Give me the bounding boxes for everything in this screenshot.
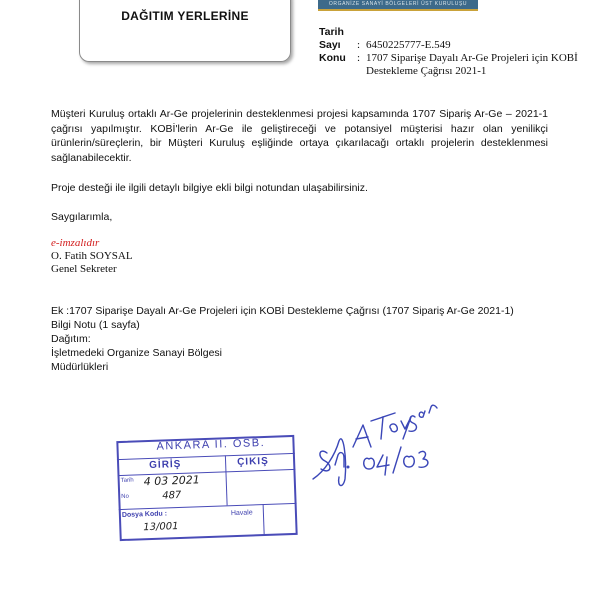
meta-separator: : (357, 39, 361, 51)
meta-label-number: Sayı (319, 39, 341, 51)
stamp-file-label: Dosya Kodu : (121, 510, 168, 519)
registry-stamp (116, 435, 297, 541)
body-paragraph-2: Proje desteği ile ilgili detaylı bilgiye ekli bilgi notundan ulaşabilirsiniz. (51, 182, 368, 194)
handwritten-note-ink (305, 395, 445, 495)
esign-label: e-imzalıdır (51, 237, 100, 249)
handwritten-note (305, 395, 445, 500)
meta-row-number (319, 39, 586, 52)
document-meta (319, 26, 586, 78)
meta-label-date: Tarih (319, 26, 344, 38)
meta-value-date (366, 26, 586, 39)
stamp-number-value: 487 (162, 489, 182, 502)
annex-line-info-note: Bilgi Notu (1 sayfa) (51, 319, 140, 331)
stamp-file-value: 13/001 (143, 521, 179, 534)
annex-block (51, 304, 514, 374)
annex-line-attachment: Ek :1707 Siparişe Dayalı Ar-Ge Projeleri için KOBİ Destekleme Çağrısı (1707 Sipariş Ar-Ge 2021-1) (51, 305, 514, 317)
recipient-box (79, 0, 291, 62)
stamp-date-value: 4 03 2021 (143, 473, 200, 489)
stamp-date-label: Tarih (120, 477, 134, 485)
meta-value-subject: 1707 Siparişe Dayalı Ar-Ge Projeleri için KOBİ Destekleme Çağrısı 2021-1 (366, 52, 578, 77)
meta-value-number: 6450225777-E.549 (366, 39, 451, 51)
stamp-org: ANKARA II. OSB. (156, 436, 266, 453)
body-paragraph-1: Müşteri Kuruluş ortaklı Ar-Ge projelerinin desteklenmesi projesi kapsamında 1707 Sipariş Ar-Ge – 2021-1 çağrısı yapılmıştır. KOBİ'lerin Ar-Ge ile geliştireceği ve potansiyel müşterisi hazır olan yenilikçi ürünlerin/süreçlerin, bir Müşteri Kuruluş eşliğinde ortaya çıkarılacağı ortaklı projelerin desteklenmesi sağlanabilecektir. (51, 108, 548, 164)
meta-row-date (319, 26, 586, 39)
recipient-title: DAĞITIM YERLERİNE (121, 9, 249, 23)
logo-text: ORGANİZE SANAYİ BÖLGELERİ ÜST KURULUŞU (328, 1, 468, 7)
annex-line-distribution: Dağıtım: (51, 333, 91, 345)
organization-logo-band (318, 0, 478, 11)
meta-label-subject: Konu (319, 52, 346, 64)
greeting: Saygılarımla, (51, 211, 113, 223)
signatory-name: O. Fatih SOYSAL (51, 250, 133, 262)
annex-line-recipient: İşletmedeki Organize Sanayi Bölgesi (51, 347, 223, 359)
stamp-out-label: ÇIKIŞ (236, 455, 269, 468)
signatory-title: Genel Sekreter (51, 263, 117, 275)
stamp-referral-label: Havale (230, 509, 253, 518)
stamp-in-label: GİRİŞ (148, 458, 182, 472)
signature-block (51, 237, 133, 276)
meta-separator: : (357, 52, 361, 64)
stamp-number-label: No (121, 493, 130, 500)
meta-separator (357, 26, 366, 39)
annex-line-recipient-2: Müdürlükleri (51, 361, 109, 373)
meta-row-subject (319, 52, 586, 78)
